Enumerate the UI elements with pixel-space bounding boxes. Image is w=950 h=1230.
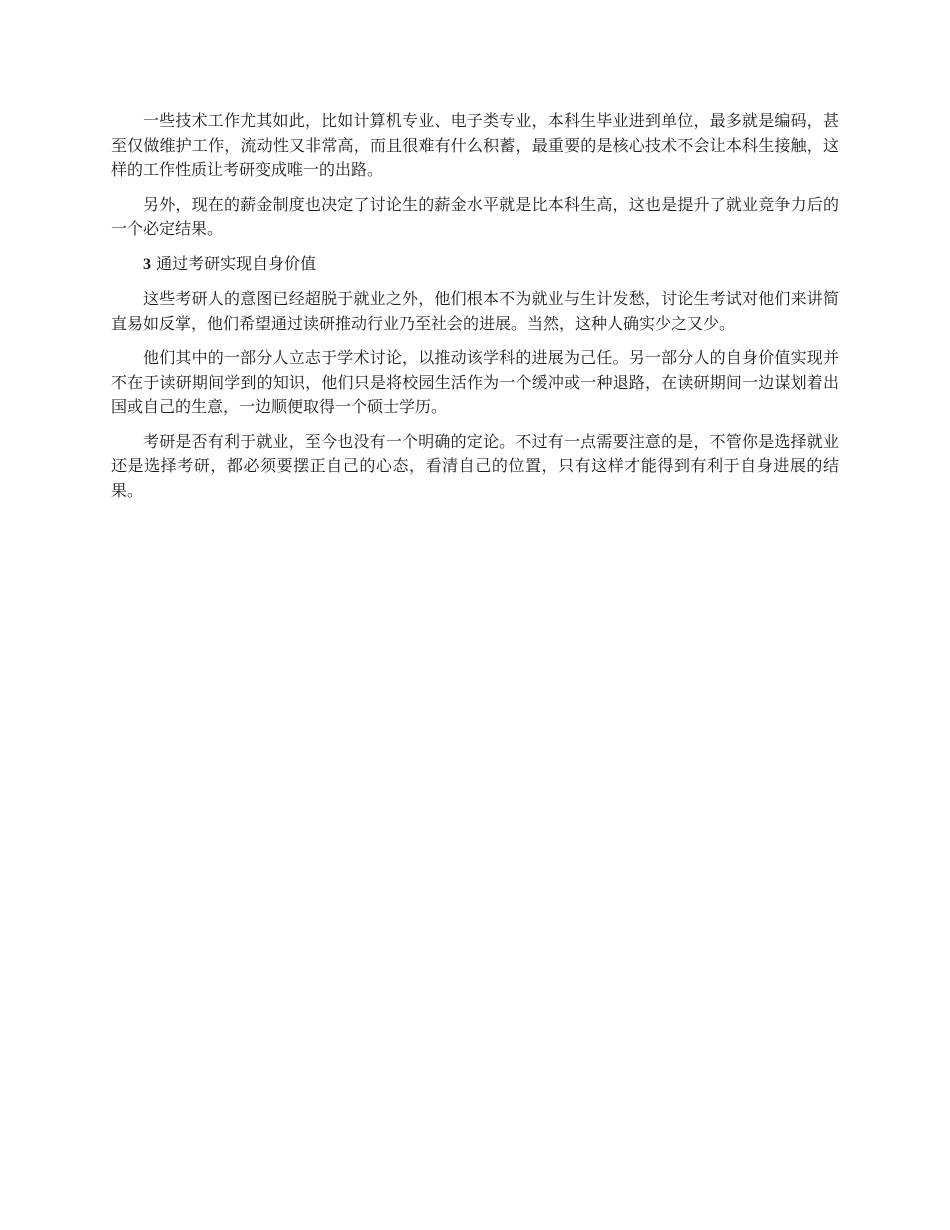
paragraph-conclusion: 考研是否有利于就业，至今也没有一个明确的定论。不过有一点需要注意的是，不管你是选择就业还是选择考研，都必须要摆正自己的心态，看清自己的位置，只有这样才能得到有利于自身进展的结果。	[111, 431, 839, 500]
section-heading	[111, 252, 839, 278]
paragraph-academic-pursuit: 他们其中的一部分人立志于学术讨论，以推动该学科的进展为己任。另一部分人的自身价值实现并不在于读研期间学到的知识，他们只是将校园生活作为一个缓冲或一种退路，在读研期间一边谋划着出国或自己的生意，一边顺便取得一个硕士学历。	[111, 348, 839, 416]
section-heading-number: 3	[143, 255, 151, 273]
paragraph-beyond-employment: 这些考研人的意图已经超脱于就业之外，他们根本不为就业与生计发愁，讨论生考试对他们来讲简直易如反掌，他们希望通过读研推动行业乃至社会的进展。当然，这种人确实少之又少。	[111, 289, 839, 333]
section-heading-text: 通过考研实现自身价值	[156, 253, 317, 273]
paragraph-tech-work: 一些技术工作尤其如此，比如计算机专业、电子类专业，本科生毕业进到单位，最多就是编码，甚至仅做维护工作，流动性又非常高，而且很难有什么积蓄，最重要的是核心技术不会让本科生接触，这样的工作性质让考研变成唯一的出路。	[111, 111, 839, 179]
document-page	[111, 109, 839, 513]
paragraph-salary-system: 另外，现在的薪金制度也决定了讨论生的薪金水平就是比本科生高，这也是提升了就业竞争力后的一个必定结果。	[111, 194, 839, 238]
